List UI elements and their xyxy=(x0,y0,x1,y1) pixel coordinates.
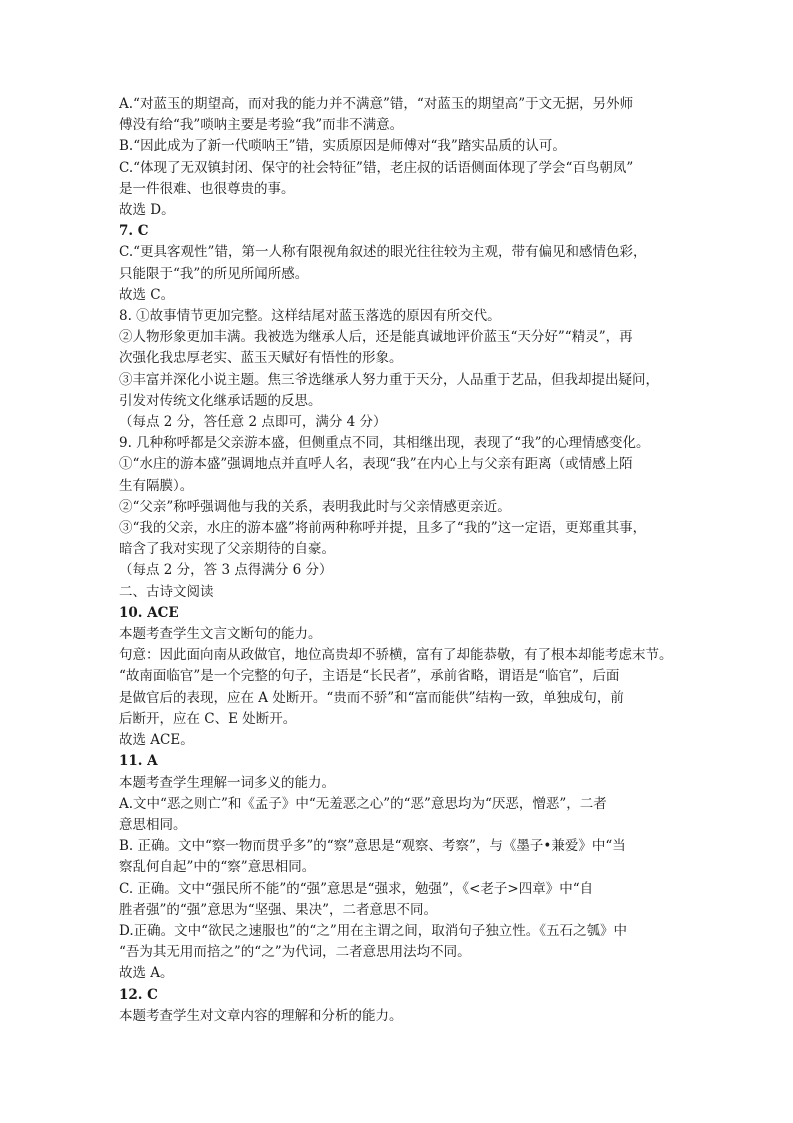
text-line: 故选 ACE。 xyxy=(119,732,194,749)
text-line: “故南面临官”是一个完整的句子，主语是“长民者”，承前省略，谓语是“临官”，后面 xyxy=(119,668,620,685)
text-line: ③“我的父亲，水庄的游本盛”将前两种称呼并提，且多了“我的”这一定语，更郑重其事， xyxy=(119,520,647,537)
text-line: 生有隔膜）。 xyxy=(119,477,194,494)
text-line: ②人物形象更加丰满。我被选为继承人后，还是能真诚地评价蓝玉“天分好”“精灵”，再 xyxy=(119,329,633,346)
text-line: 二、古诗文阅读 xyxy=(119,583,214,600)
text-line: 是做官后的表现，应在 A 处断开。“贵而不骄”和“富而能供”结构一致，单独成句，前 xyxy=(119,689,624,706)
text-line: A.“对蓝玉的期望高，而对我的能力并不满意”错，“对蓝玉的期望高”于文无据，另外师 xyxy=(119,96,634,112)
text-line: 后断开，应在 C、E 处断开。 xyxy=(119,710,297,727)
text-line: C.“更具客观性”错，第一人称有限视角叙述的眼光往往较为主观，带有偏见和感情色彩， xyxy=(119,244,647,261)
text-line: 11. A xyxy=(119,753,158,770)
text-line: ①“水庄的游本盛”强调地点并直呼人名，表现“我”在内心上与父亲有距离（或情感上陌 xyxy=(119,456,633,473)
text-line: 句意：因此面向南从政做官，地位高贵却不骄横，富有了却能恭敬，有了根本却能考虑末节。 xyxy=(119,647,673,664)
text-line: D.正确。文中“欲民之速服也”的“之”用在主谓之间，取消句子独立性。《五石之瓠》中 xyxy=(119,922,627,939)
text-line: 胜者强”的“强”意思为“坚强、果决”，二者意思不同。 xyxy=(119,901,438,918)
text-line: 本题考查学生文言文断句的能力。 xyxy=(119,626,322,643)
text-line: 傅没有给“我”唢呐主要是考验“我”而非不满意。 xyxy=(119,117,404,134)
text-line: 10. ACE xyxy=(119,604,179,621)
text-line: ②“父亲”称呼强调他与我的关系，表明我此时与父亲情感更亲近。 xyxy=(119,498,511,515)
text-line: 故选 D。 xyxy=(119,202,175,219)
text-line: A.文中“恶之则亡”和《孟子》中“无羞恶之心”的“恶”意思均为“厌恶，憎恶”，二者 xyxy=(119,795,607,812)
text-line: 次强化我忠厚老实、蓝玉天赋好有悟性的形象。 xyxy=(119,350,403,367)
text-line: 9. 几种称呼都是父亲游本盛，但侧重点不同，其相继出现，表现了“我”的心理情感变化。 xyxy=(119,435,650,452)
text-line: 引发对传统文化继承话题的反思。 xyxy=(119,392,322,409)
text-line: 意思相同。 xyxy=(119,816,187,833)
text-line: 7. C xyxy=(119,223,149,240)
text-line: 是一件很难、也很尊贵的事。 xyxy=(119,180,295,197)
text-line: B. 正确。文中“察一物而贯乎多”的“察”意思是“观察、考察”，与《墨子•兼爱》中“当 xyxy=(119,838,626,855)
text-line: B.“因此成为了新一代唢呐王”错，实质原因是师傅对“我”踏实品质的认可。 xyxy=(119,138,566,155)
text-line: 8. ①故事情节更加完整。这样结尾对蓝玉落选的原因有所交代。 xyxy=(119,308,501,325)
text-line: （每点 2 分，答 3 点得满分 6 分） xyxy=(119,562,333,579)
text-line: 本题考查学生对文章内容的理解和分析的能力。 xyxy=(119,1007,403,1024)
text-line: 12. C xyxy=(119,986,158,1003)
text-line: “吾为其无用而掊之”的“之”为代词，二者意思用法均不同。 xyxy=(119,944,471,961)
document-body xyxy=(119,94,679,1027)
text-line: ③丰富并深化小说主题。焦三爷选继承人努力重于天分，人品重于艺品，但我却提出疑问， xyxy=(119,371,659,388)
text-line: 本题考查学生理解一词多义的能力。 xyxy=(119,774,335,791)
text-line: 察乱何自起”中的“察”意思相同。 xyxy=(119,859,316,876)
text-line: C.“体现了无双镇封闭、保守的社会特征”错，老庄叔的话语侧面体现了学会“百鸟朝凤” xyxy=(119,159,634,176)
text-line: 暗含了我对实现了父亲期待的自豪。 xyxy=(119,541,335,558)
text-line: 故选 A。 xyxy=(119,965,174,982)
text-line: （每点 2 分，答任意 2 点即可，满分 4 分） xyxy=(119,414,387,431)
text-line: C. 正确。文中“强民所不能”的“强”意思是“强求，勉强”，《<老子>四章》中“自 xyxy=(119,880,594,897)
text-line: 只能限于“我”的所见所闻所感。 xyxy=(119,265,309,282)
text-line: 故选 C。 xyxy=(119,286,175,303)
